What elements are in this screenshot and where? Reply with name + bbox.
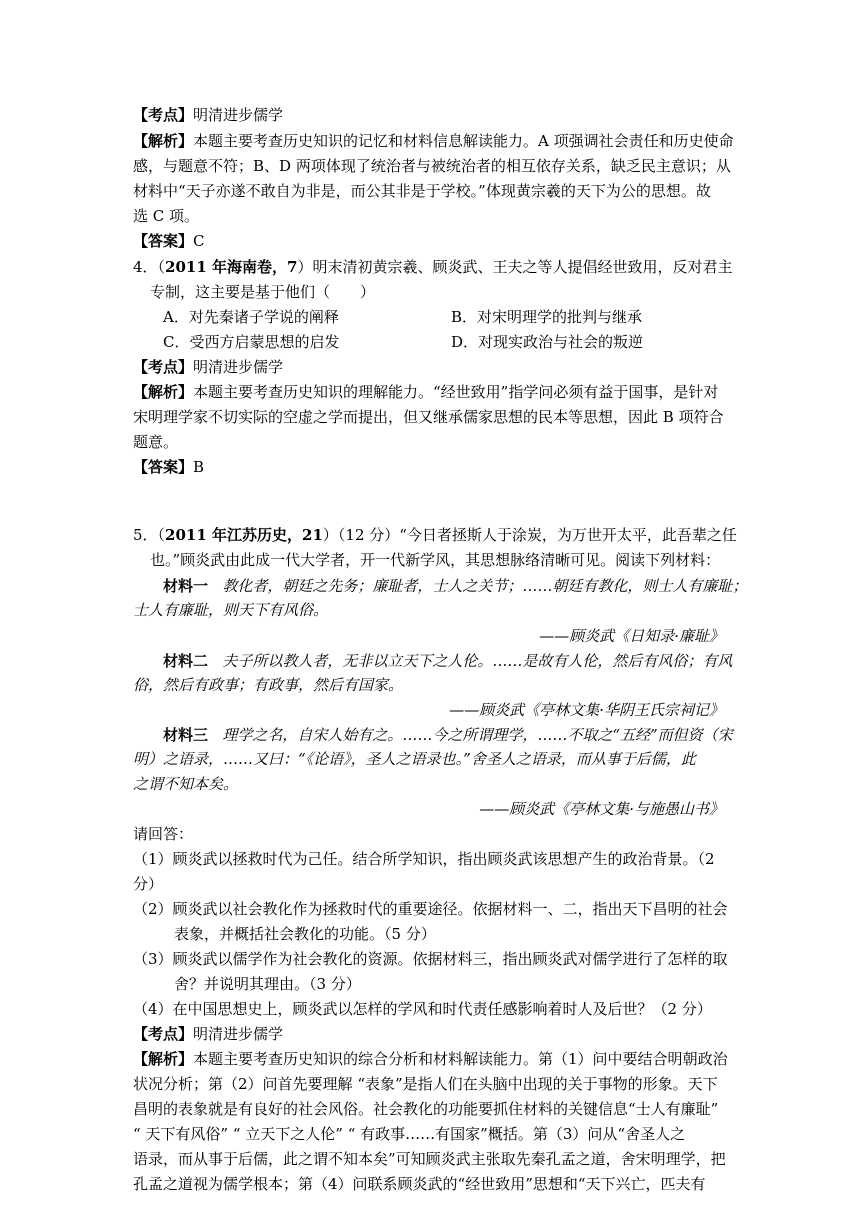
material-3-source: ——顾炎武《亭林文集·与施愚山书》 <box>479 800 724 818</box>
sub-question-1-line-2: 分） <box>133 875 164 893</box>
material-1-line-1 <box>163 574 747 598</box>
question-stem: ）明末清初黄宗羲、顾炎武、王夫之等人提倡经世致用，反对君主 <box>297 258 733 276</box>
material-3-line-2: 明）之语录，……又曰：“《论语》，圣人之语录也。”舍圣人之语录，而从事于后儒，此 <box>133 750 696 768</box>
daan-text: C <box>193 232 205 250</box>
material-text: 夫子所以教人者，无非以立天下之人伦。……是故有人伦，然后有风俗；有风 <box>222 652 733 670</box>
q5-jiexi-line-3: 昌明的表象就是有良好的社会风俗。社会教化的功能要抓住材料的关键信息“士人有廉耻” <box>133 1100 719 1118</box>
q5-stem-line-2: 也。”顾炎武由此成一代大学者，开一代新学风，其思想脉络清晰可见。阅读下列材料： <box>150 551 721 569</box>
sub-question-1-line-1: （1）顾炎武以拯救时代为己任。结合所学知识，指出顾炎武该思想产生的政治背景。（2 <box>133 850 715 868</box>
sub-question-3-line-1: （3）顾炎武以儒学作为社会教化的资源。依据材料三，指出顾炎武对儒学进行了怎样的取 <box>133 950 728 968</box>
daan-text: B <box>193 458 205 476</box>
material-text: 理学之名，自宋人始有之。……今之所谓理学，……不取之“五经”而但资（宋 <box>222 726 733 744</box>
jiexi-label: 【解析】 <box>133 1050 194 1068</box>
material-2-line-2: 俗，然后有政事；有政事，然后有国家。 <box>133 676 404 694</box>
material-label: 材料一 <box>163 577 209 595</box>
q5-jiexi-line-2: 状况分析；第（2）问首先要理解 “表象”是指人们在头脑中出现的关于事物的形象。天下 <box>133 1075 718 1093</box>
q4-daan <box>133 455 204 479</box>
sub-question-3-line-2: 舍？并说明其理由。（3 分） <box>174 975 361 993</box>
ask-label: 请回答： <box>133 825 194 843</box>
q5-stem-line-1 <box>133 523 737 547</box>
kaodian-text: 明清进步儒学 <box>193 106 284 124</box>
material-2-source: ——顾炎武《亭林文集·华阴王氏宗祠记》 <box>449 701 724 719</box>
material-3-line-3: 之谓不知本矣。 <box>133 775 239 793</box>
q4-option-b: B．对宋明理学的批判与继承 <box>451 308 643 326</box>
kaodian-label: 【考点】 <box>133 106 194 124</box>
q4-option-c: C．受西方启蒙思想的启发 <box>163 333 340 351</box>
q4-option-d: D．对现实政治与社会的叛逆 <box>451 333 644 351</box>
question-number: 4．（ <box>133 258 166 276</box>
question-source: 2011 年江苏历史，21 <box>165 526 323 544</box>
question-stem: ）（12 分）“今日者拯斯人于涂炭，为万世开太平，此吾辈之任 <box>322 526 737 544</box>
q4-option-a: A．对先秦诸子学说的阐释 <box>163 308 339 326</box>
q4-stem-line-2: 专制，这主要是基于他们（ ） <box>150 283 376 301</box>
q3-jiexi-line-4: 选 C 项。 <box>133 207 200 225</box>
kaodian-label: 【考点】 <box>133 358 194 376</box>
q3-jiexi-line-2: 感，与题意不符；B、D 两项体现了统治者与被统治者的相互依存关系，缺乏民主意识；从 <box>133 157 731 175</box>
jiexi-text: 本题主要考查历史知识的综合分析和材料解读能力。第（1）问中要结合明朝政治 <box>193 1050 728 1068</box>
material-text: 教化者，朝廷之先务；廉耻者，士人之关节；……朝廷有教化，则士人有廉耻； <box>222 577 748 595</box>
q4-jiexi-line-2: 宋明理学家不切实际的空虚之学而提出，但又继承儒家思想的民本等思想，因此 B 项符合 <box>133 408 724 426</box>
sub-question-4: （4）在中国思想史上，顾炎武以怎样的学风和时代责任感影响着时人及后世？（2 分） <box>133 1000 712 1018</box>
q5-jiexi-line-1 <box>133 1047 728 1071</box>
jiexi-text: 本题主要考查历史知识的记忆和材料信息解读能力。A 项强调社会责任和历史使命 <box>193 132 734 150</box>
q4-jiexi-line-3: 题意。 <box>133 433 179 451</box>
q3-kaodian <box>133 103 283 127</box>
q5-kaodian <box>133 1022 283 1046</box>
daan-label: 【答案】 <box>133 232 194 250</box>
question-number: 5．（ <box>133 526 166 544</box>
q4-kaodian <box>133 355 283 379</box>
q4-jiexi-line-1 <box>133 380 718 404</box>
q3-daan <box>133 229 205 253</box>
daan-label: 【答案】 <box>133 458 194 476</box>
material-1-line-2: 士人有廉耻，则天下有风俗。 <box>133 601 329 619</box>
kaodian-text: 明清进步儒学 <box>193 1025 284 1043</box>
sub-question-2-line-1: （2）顾炎武以社会教化作为拯救时代的重要途径。依据材料一、二，指出天下昌明的社会 <box>133 900 728 918</box>
q5-jiexi-line-5: 语录，而从事于后儒，此之谓不知本矣”可知顾炎武主张取先秦孔孟之道，舍宋明理学，把 <box>133 1150 726 1168</box>
q5-jiexi-line-4: “ 天下有风俗” “ 立天下之人伦” “ 有政事……有国家”概括。第（3）问从“舍圣人之 <box>133 1125 686 1143</box>
q4-stem-line-1 <box>133 255 732 279</box>
material-label: 材料二 <box>163 652 209 670</box>
q3-jiexi-line-3: 材料中“天子亦遂不敢自为非是，而公其非是于学校。”体现黄宗羲的天下为公的思想。故 <box>133 182 711 200</box>
sub-question-2-line-2: 表象，并概括社会教化的功能。（5 分） <box>174 925 436 943</box>
q5-jiexi-line-6: 孔孟之道视为儒学根本；第（4）问联系顾炎武的“经世致用”思想和“天下兴亡，匹夫有 <box>133 1175 706 1193</box>
material-2-line-1 <box>163 649 732 673</box>
jiexi-label: 【解析】 <box>133 383 194 401</box>
material-1-source: ——顾炎武《日知录·廉耻》 <box>539 627 724 645</box>
kaodian-label: 【考点】 <box>133 1025 194 1043</box>
kaodian-text: 明清进步儒学 <box>193 358 284 376</box>
q3-jiexi-line-1 <box>133 129 734 153</box>
jiexi-label: 【解析】 <box>133 132 194 150</box>
material-3-line-1 <box>163 723 733 747</box>
jiexi-text: 本题主要考查历史知识的理解能力。“经世致用”指学问必须有益于国事，是针对 <box>193 383 719 401</box>
material-label: 材料三 <box>163 726 209 744</box>
question-source: 2011 年海南卷，7 <box>165 258 298 276</box>
